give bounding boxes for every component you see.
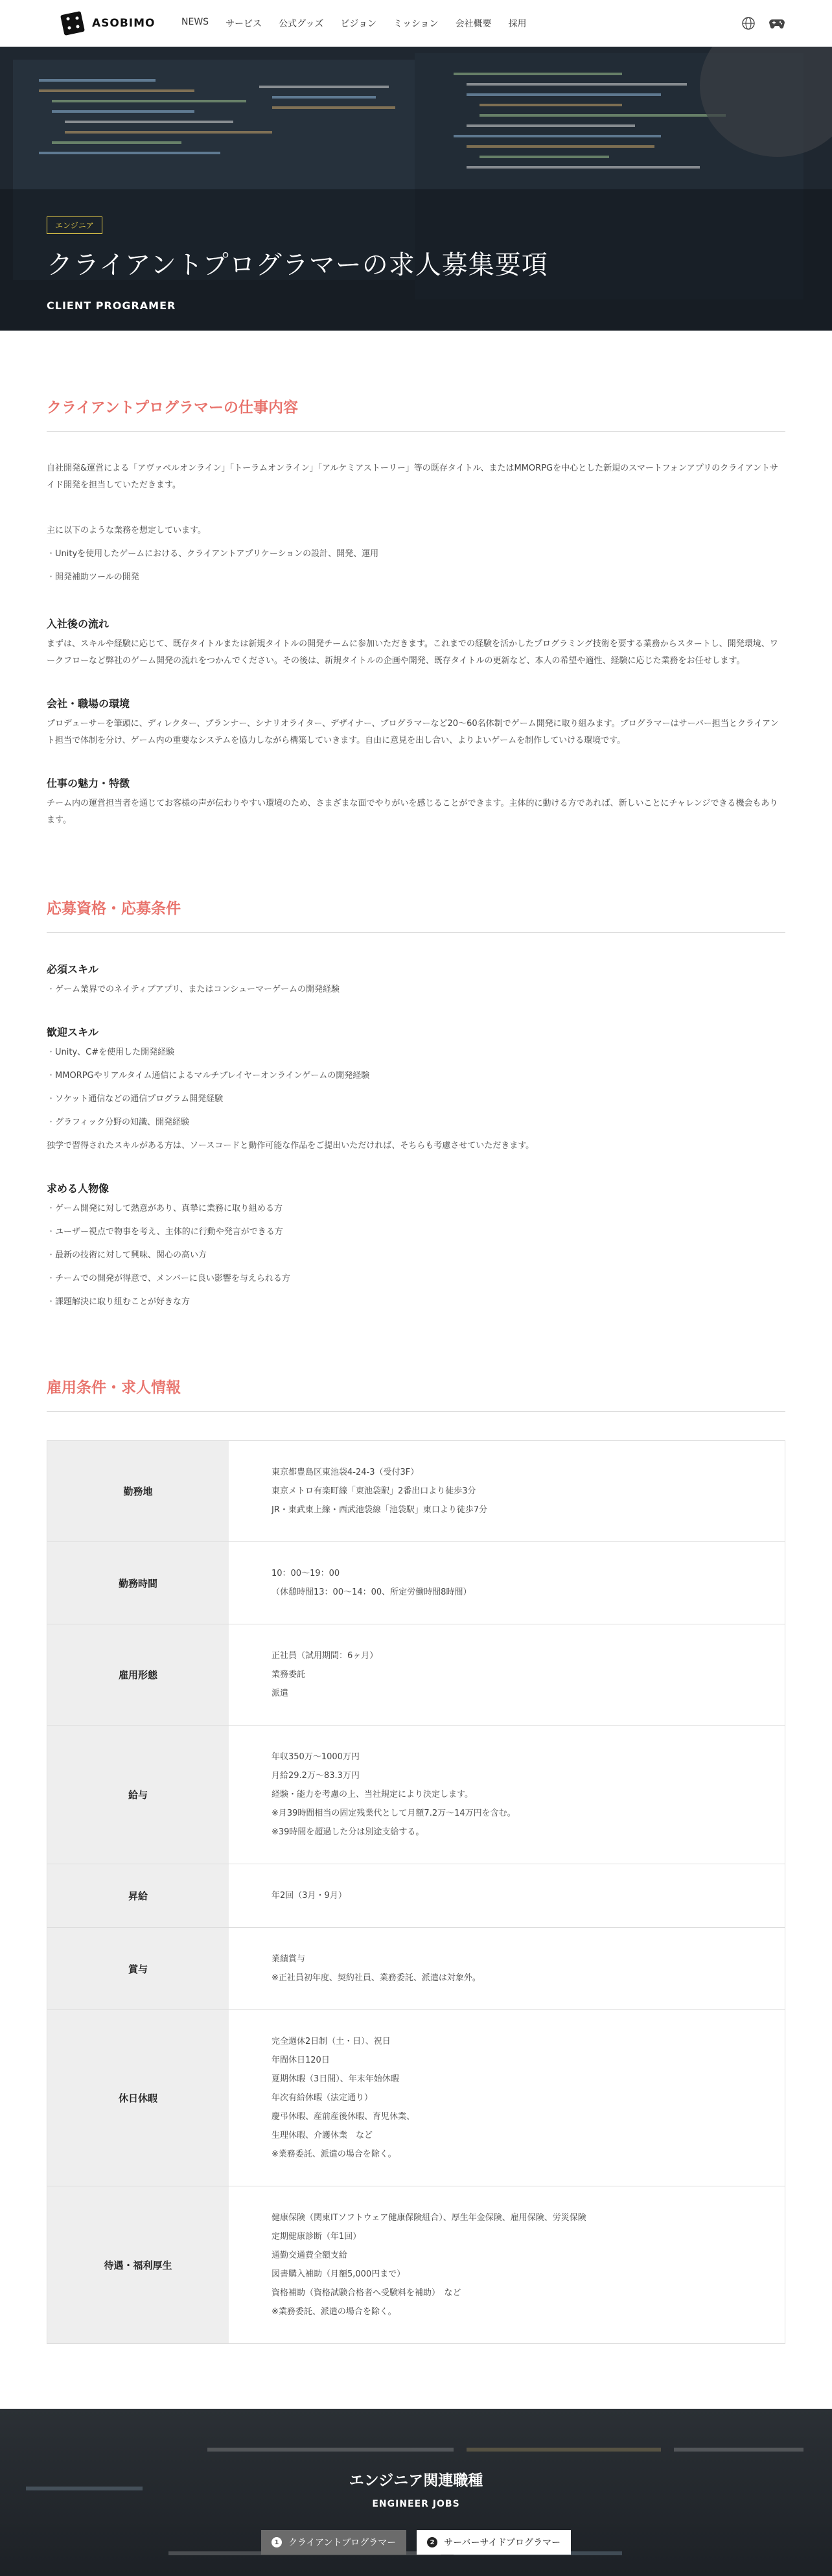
table-row xyxy=(47,1928,785,2010)
nav-news[interactable]: NEWS xyxy=(181,17,209,27)
list-item: ・ 最新の技術に対して興味、関心の高い方 xyxy=(47,1247,785,1264)
nav-mission[interactable]: ミッション xyxy=(393,19,439,29)
jobs-subtitle: ENGINEER JOBS xyxy=(372,2499,460,2509)
value-line: 月給29.2万〜83.3万円 xyxy=(272,1771,360,1781)
list-item: ・ チームでの開発が得意で、メンバーに良い影響を与えられる方 xyxy=(47,1270,785,1287)
section-title-requirements: 応募資格・応募条件 xyxy=(47,896,785,933)
engineer-jobs-banner xyxy=(0,2409,832,2576)
conditions-table xyxy=(47,1440,785,2344)
value-line: 業績賞与 xyxy=(272,1954,306,1964)
block-text: プロデューサーを筆頭に、ディレクター、プランナー、シナリオライター、デザイナー、プログラマーなど20〜60名体制でゲーム開発に取り組みます。プログラマーはサーバー担当とクライアント担当で体制を分け、ゲーム内の重要なシステムを協力しながら構築していきます。自由に意見を出し合い、よりよいゲームを制作していける環境です。 xyxy=(47,719,779,745)
value-line: 年次有給休暇（法定通り） xyxy=(272,2093,373,2103)
list-item: ・ グラフィック分野の知識、開発経験 xyxy=(47,1114,785,1131)
section-title-job-description: クライアントプログラマーの仕事内容 xyxy=(47,395,785,432)
client-programmer-button[interactable] xyxy=(261,2530,406,2555)
row-label: 昇給 xyxy=(47,1864,229,1927)
nav-recruit[interactable]: 採用 xyxy=(508,19,527,29)
block-heading: 入社後の流れ xyxy=(47,618,110,630)
value-line: 資格補助（資格試験合格者へ受験料を補助） など xyxy=(272,2288,461,2298)
job-description-section xyxy=(47,395,785,829)
main-content xyxy=(0,331,832,2344)
value-line: 東京都豊島区東池袋4-24-3（受付3F） xyxy=(272,1468,419,1477)
row-value xyxy=(229,2186,785,2343)
requirements-section xyxy=(47,896,785,1311)
row-label: 待遇・福利厚生 xyxy=(47,2186,229,2343)
jobs-title: エンジニア関連職種 xyxy=(349,2472,483,2489)
value-line: 完全週休2日制（土・日）、祝日 xyxy=(272,2037,391,2046)
row-value xyxy=(229,1864,785,1927)
value-line: 業務委託 xyxy=(272,1670,306,1680)
list-item: ・ ユーザー視点で物事を考え、主体的に行動や発言ができる方 xyxy=(47,1224,785,1241)
row-value xyxy=(229,2010,785,2186)
row-label: 雇用形態 xyxy=(47,1624,229,1725)
block-heading: 会社・職場の環境 xyxy=(47,697,130,710)
list-item: ・ Unity、C#を使用した開発経験 xyxy=(47,1044,785,1061)
table-row xyxy=(47,1624,785,1726)
value-line: 生理休暇、介護休業 など xyxy=(272,2131,373,2140)
job-lead: 主に以下のような業務を想定しています。 xyxy=(47,526,206,535)
value-line: 派遣 xyxy=(272,1689,289,1698)
value-line: 年間休日120日 xyxy=(272,2055,330,2065)
logo-text: ASOBIMO xyxy=(92,17,156,30)
table-row xyxy=(47,1441,785,1542)
value-line: ※正社員初年度、契約社員、業務委託、派遣は対象外。 xyxy=(272,1973,481,1983)
row-value xyxy=(229,1441,785,1541)
value-line: 図書購入補助（月額5,000円まで） xyxy=(272,2269,406,2279)
row-label: 勤務地 xyxy=(47,1441,229,1541)
content-block xyxy=(47,696,785,749)
table-row xyxy=(47,2186,785,2343)
globe-icon[interactable] xyxy=(741,16,756,30)
value-line: 年2回（3月・9月） xyxy=(272,1891,347,1901)
row-value xyxy=(229,1624,785,1725)
block-text: チーム内の運営担当者を通じてお客様の声が伝わりやすい環境のため、さまざまな面でやりがいを感じることができます。主体的に動ける方であれば、新しいことにチャレンジできる機会もあります。 xyxy=(47,799,778,825)
job-intro: 自社開発&運営による「アヴァベルオンライン」「トーラムオンライン」「アルケミアストーリー」等の既存タイトル、またはMMORPGを中心とした新規のスマートフォンアプリのクライアントサイド開発を担当していただきます。 xyxy=(47,463,778,490)
nav-vision[interactable]: ビジョン xyxy=(340,19,377,29)
nav-services[interactable]: サービス xyxy=(225,19,262,29)
nav-goods[interactable]: 公式グッズ xyxy=(279,19,324,29)
logo[interactable] xyxy=(58,9,181,38)
table-row xyxy=(47,1542,785,1624)
table-row xyxy=(47,1864,785,1928)
value-line: 通勤交通費全額支給 xyxy=(272,2251,348,2260)
list-item: ・ Unityを使用したゲームにおける、クライアントアプリケーションの設計、開発、運用 xyxy=(47,546,785,563)
row-label: 勤務時間 xyxy=(47,1542,229,1624)
block-heading: 必須スキル xyxy=(47,963,98,976)
block-text: まずは、スキルや経験に応じて、既存タイトルまたは新規タイトルの開発チームに参加いただきます。これまでの経験を活かしたプログラミング技術を要する業務からスタートし、開発環境、ワークフローなど弊社のゲーム開発の流れをつかんでください。その後は、新規タイトルの企画や開発、既存タイトルの更新など、本人の希望や適性、経験に応じた業務をお任せします。 xyxy=(47,639,778,666)
asobimo-logo-icon xyxy=(58,9,87,38)
value-line: 年収350万〜1000万円 xyxy=(272,1752,360,1762)
content-block xyxy=(47,775,785,829)
row-value xyxy=(229,1726,785,1864)
content-block xyxy=(47,616,785,670)
button-number-badge: 1 xyxy=(272,2537,282,2547)
list-item: ・ ゲーム業界でのネイティブアプリ、またはコンシューマーゲームの開発経験 xyxy=(47,981,785,998)
value-line: 10：00〜19：00 xyxy=(272,1569,340,1578)
list-item: ・ MMORPGやリアルタイム通信によるマルチプレイヤーオンラインゲームの開発経験 xyxy=(47,1068,785,1084)
welcome-skills xyxy=(47,1024,785,1154)
nav-company[interactable]: 会社概要 xyxy=(455,19,492,29)
page-subtitle: CLIENT PROGRAMER xyxy=(47,299,176,312)
button-label: サーバーサイドプログラマー xyxy=(444,2538,561,2548)
row-label: 給与 xyxy=(47,1726,229,1864)
value-line: 夏期休暇（3日間）、年末年始休暇 xyxy=(272,2074,399,2084)
block-heading: 仕事の魅力・特徴 xyxy=(47,777,130,790)
value-line: ※業務委託、派遣の場合を除く。 xyxy=(272,2307,397,2317)
value-line: ※月39時間相当の固定残業代として月額7.2万〜14万円を含む。 xyxy=(272,1809,516,1818)
jobs-buttons xyxy=(0,2530,832,2555)
list-item: ・ ゲーム開発に対して熱意があり、真摯に業務に取り組める方 xyxy=(47,1200,785,1217)
value-line: 定期健康診断（年1回） xyxy=(272,2232,362,2242)
hero-banner xyxy=(0,47,832,331)
gamepad-icon[interactable] xyxy=(768,17,785,30)
category-tag: エンジニア xyxy=(47,217,102,234)
value-line: 慶弔休暇、産前産後休暇、育児休業、 xyxy=(272,2112,415,2122)
value-line: 経験・能力を考慮の上、当社規定により決定します。 xyxy=(272,1790,473,1799)
server-programmer-button[interactable] xyxy=(417,2530,571,2555)
value-line: 健康保険（関東ITソフトウェア健康保険組合）、厚生年金保険、雇用保険、労災保険 xyxy=(272,2213,586,2223)
value-line: （休憩時間13：00〜14：00、所定労働時間8時間） xyxy=(272,1587,472,1597)
table-row xyxy=(47,1726,785,1864)
table-row xyxy=(47,2010,785,2186)
button-label: クライアントプログラマー xyxy=(288,2538,397,2548)
list-item: ・ 開発補助ツールの開発 xyxy=(47,569,785,586)
row-value xyxy=(229,1928,785,2009)
hero-content xyxy=(47,217,548,312)
header-icons xyxy=(741,16,785,30)
list-item: ・ 課題解決に取り組むことが好きな方 xyxy=(47,1294,785,1311)
welcome-note: 独学で習得されたスキルがある方は、ソースコードと動作可能な作品をご提出いただければ、そちらも考慮させていただきます。 xyxy=(47,1141,535,1151)
required-skills xyxy=(47,961,785,998)
list-item: ・ ソケット通信などの通信プログラム開発経験 xyxy=(47,1091,785,1108)
block-heading: 歓迎スキル xyxy=(47,1026,98,1038)
value-line: ※39時間を超過した分は別途支給する。 xyxy=(272,1827,424,1837)
section-title-employment: 雇用条件・求人情報 xyxy=(47,1376,785,1412)
value-line: ※業務委託、派遣の場合を除く。 xyxy=(272,2149,397,2159)
main-nav xyxy=(181,17,527,30)
value-line: 正社員（試用期間：6ヶ月） xyxy=(272,1651,378,1661)
value-line: JR・東武東上線・西武池袋線「池袋駅」東口より徒歩7分 xyxy=(272,1505,488,1515)
row-label: 賞与 xyxy=(47,1928,229,2009)
ideal-candidate xyxy=(47,1180,785,1311)
row-value xyxy=(229,1542,785,1624)
page-title: クライアントプログラマーの求人募集要項 xyxy=(47,250,548,280)
row-label: 休日休暇 xyxy=(47,2010,229,2186)
employment-conditions-section xyxy=(47,1376,785,2344)
site-header xyxy=(0,0,832,47)
block-heading: 求める人物像 xyxy=(47,1182,110,1195)
value-line: 東京メトロ有楽町線「東池袋駅」2番出口より徒歩3分 xyxy=(272,1486,476,1496)
button-number-badge: 2 xyxy=(427,2537,437,2547)
